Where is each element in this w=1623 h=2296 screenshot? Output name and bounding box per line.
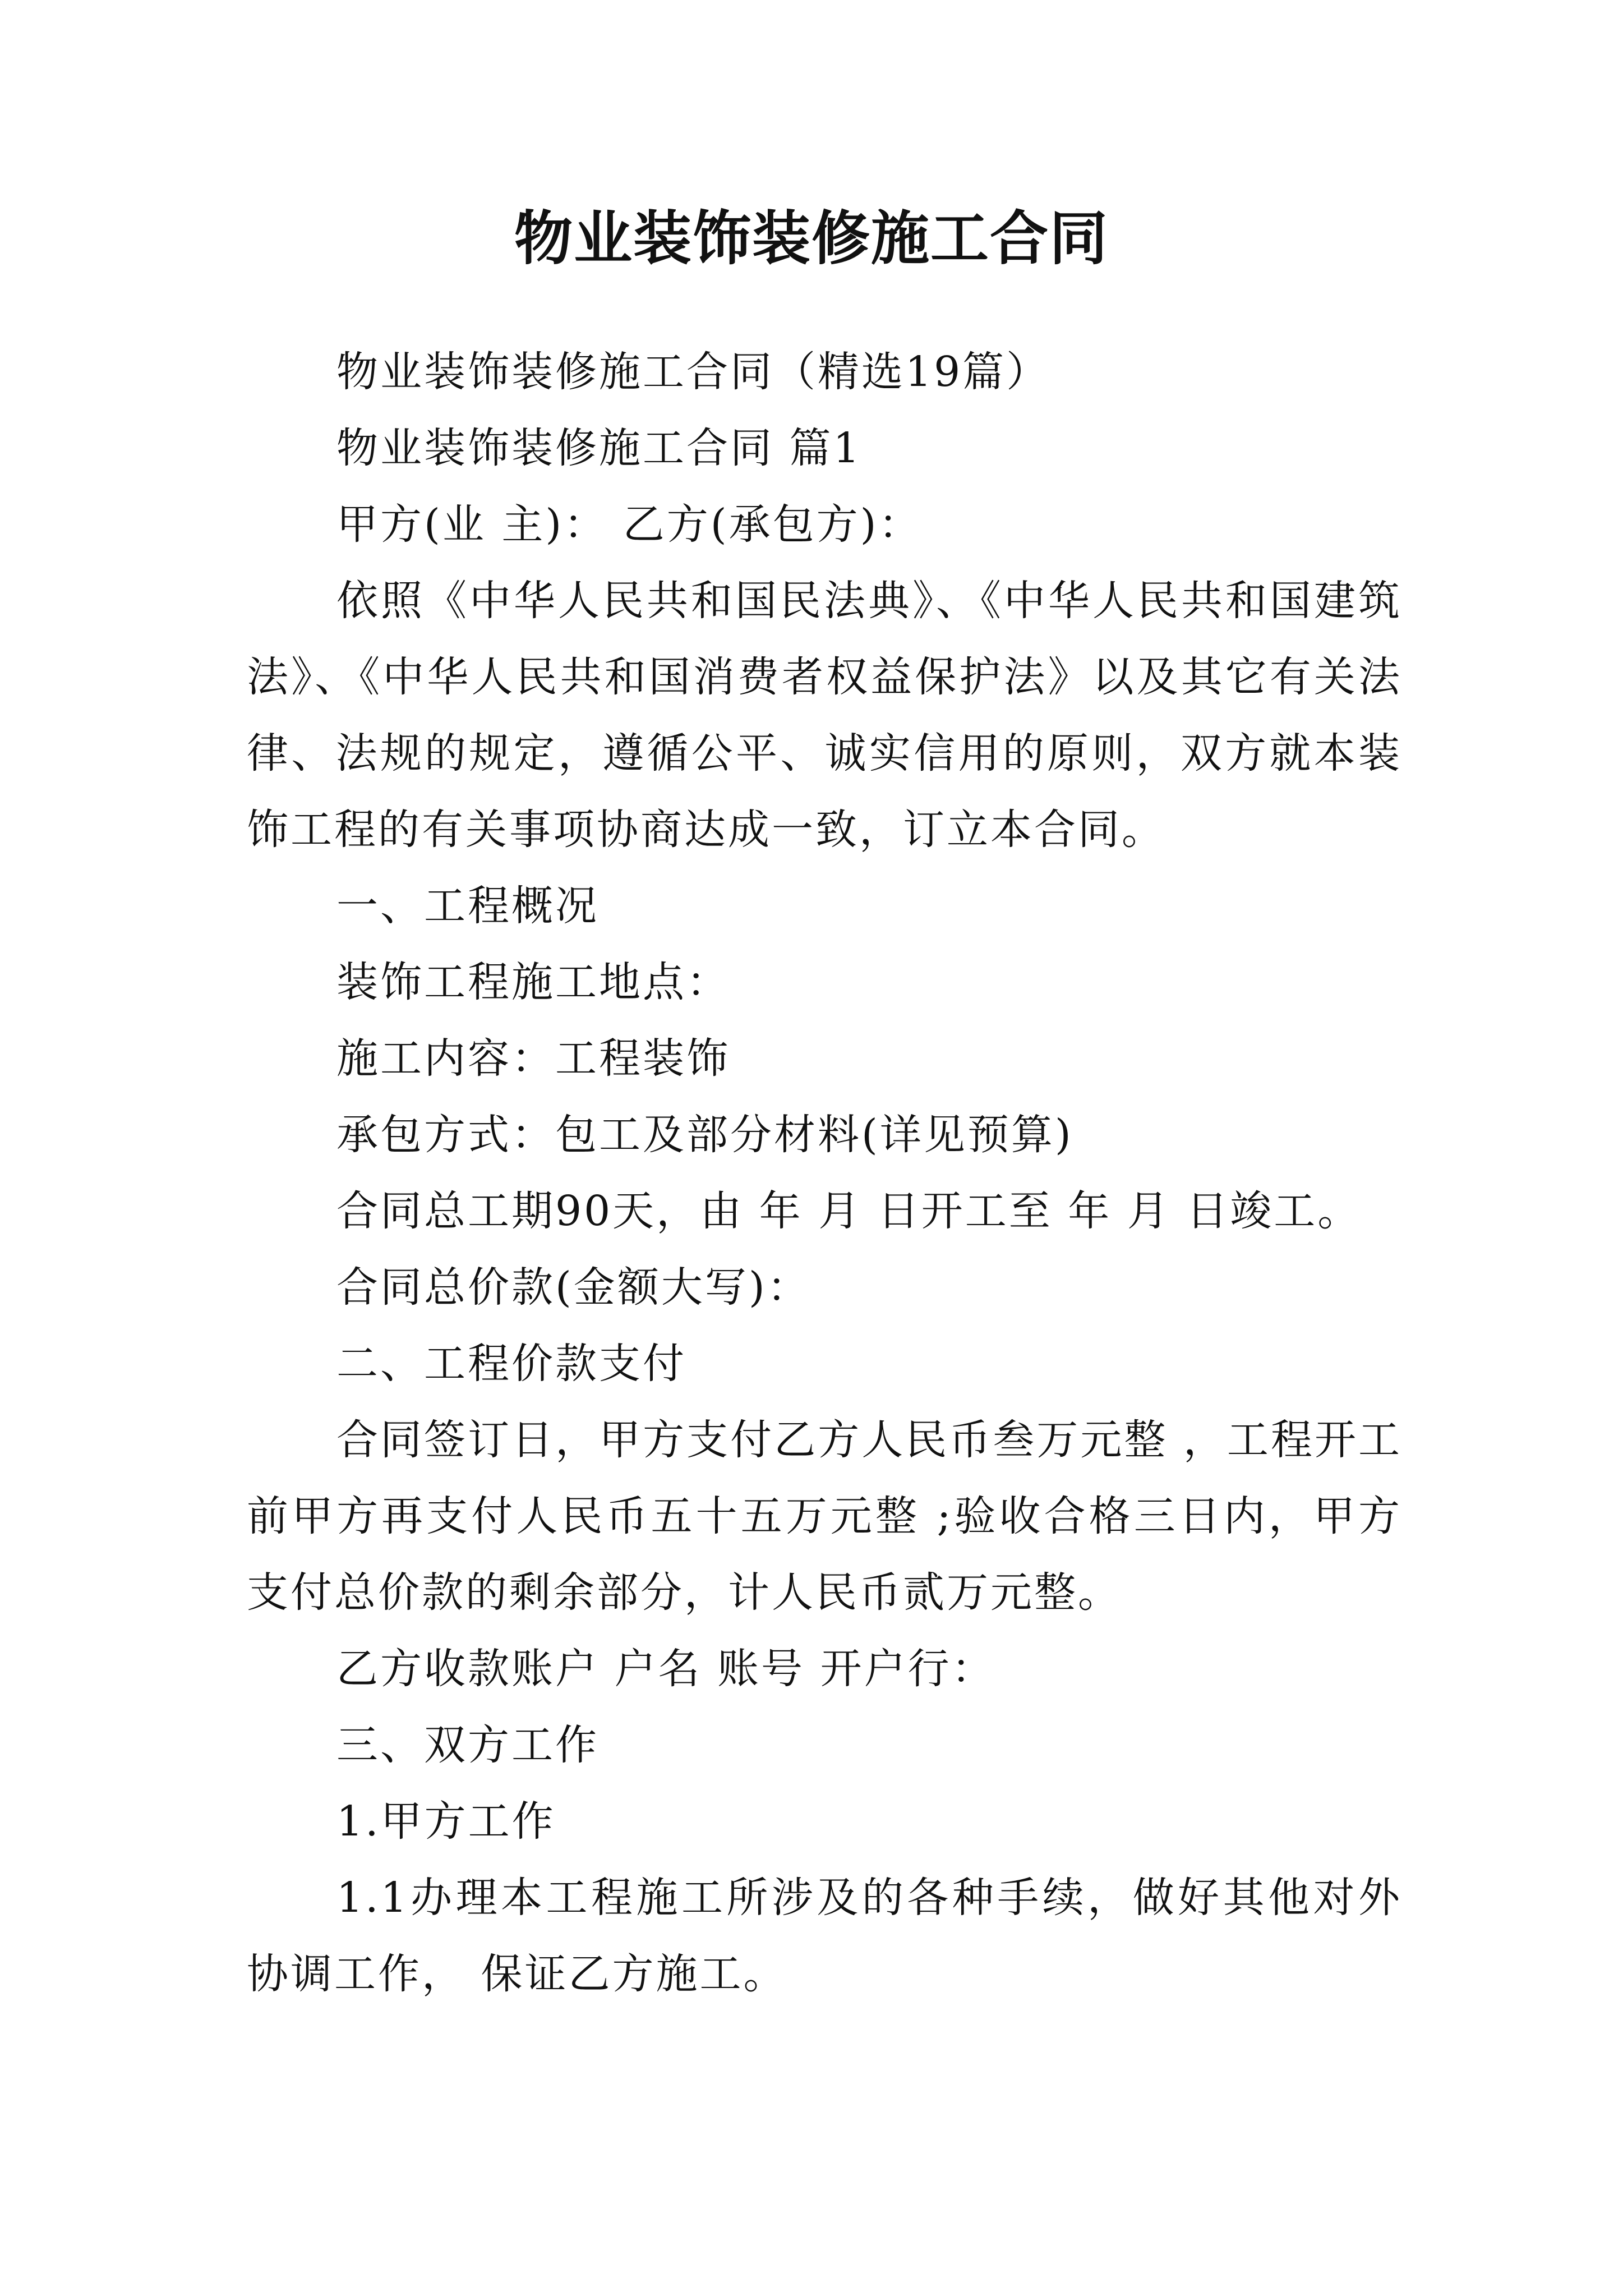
paragraph-payment-terms: 合同签订日，甲方支付乙方人民币叁万元整 ，工程开工前甲方再支付人民币五十五万元整 ;验收合格三日内，甲方支付总价款的剩余部分，计人民币贰万元整。	[247, 1416, 1402, 1617]
paragraph-duration: 合同总工期90天，由 年 月 日开工至 年 月 日竣工。	[336, 1187, 1362, 1235]
paragraph-site-location: 装饰工程施工地点：	[336, 958, 730, 1006]
paragraph-section-heading: 物业装饰装修施工合同 篇1	[336, 424, 862, 472]
paragraph-bank-account: 乙方收款账户 户名 账号 开户行：	[336, 1645, 995, 1693]
paragraph-scope: 施工内容：工程装饰	[336, 1034, 730, 1083]
paragraph-parties: 甲方(业 主)： 乙方(承包方)：	[336, 500, 923, 549]
paragraph-heading-duties: 三、双方工作	[336, 1721, 599, 1769]
paragraph-total-price: 合同总价款(金额大写)：	[336, 1263, 811, 1312]
document-title: 物业装饰装修施工合同	[514, 204, 1109, 273]
paragraph-party-a-work: 1.甲方工作	[336, 1797, 556, 1846]
paragraph-heading-overview: 一、工程概况	[336, 882, 599, 930]
paragraph-contract-method: 承包方式：包工及部分材料(详见预算)	[336, 1111, 1073, 1159]
paragraph-subtitle: 物业装饰装修施工合同（精选19篇）	[336, 348, 1050, 396]
paragraph-heading-payment: 二、工程价款支付	[336, 1340, 686, 1388]
paragraph-clause-1-1: 1.1办理本工程施工所涉及的各种手续，做好其他对外协调工作， 保证乙方施工。	[247, 1874, 1402, 1998]
paragraph-preamble: 依照《中华人民共和国民法典》、《中华人民共和国建筑法》、《中华人民共和国消费者权益保护法》以及其它有关法律、法规的规定，遵循公平、诚实信用的原则，双方就本装饰工程的有关事项协商达成一致，订立本合同。	[247, 577, 1402, 854]
document-body	[247, 334, 1402, 2012]
